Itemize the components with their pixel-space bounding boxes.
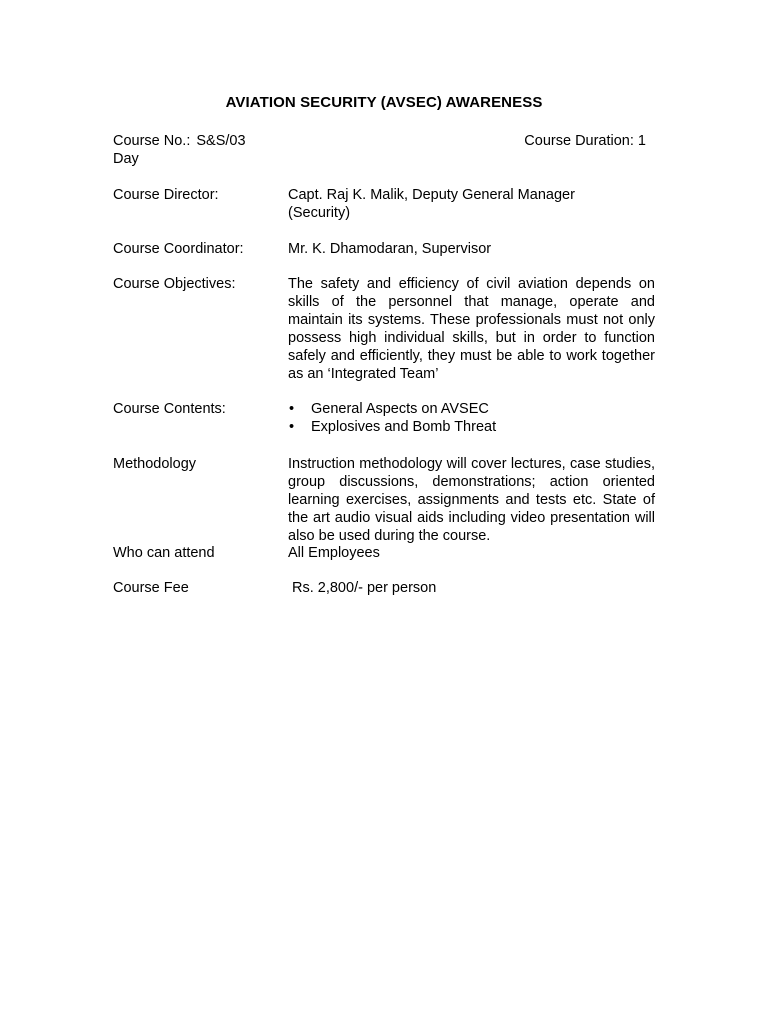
course-duration-continued: Day: [113, 151, 139, 167]
methodology-label: Methodology: [113, 456, 197, 472]
who-can-attend-label: Who can attend: [113, 545, 215, 561]
content-item-text: Explosives and Bomb Threat: [311, 419, 497, 435]
page-title: AVIATION SECURITY (AVSEC) AWARENESS: [225, 94, 543, 111]
course-fee-label: Course Fee: [113, 580, 189, 596]
course-objectives-value: The safety and efficiency of civil aviation depends on skills of the personnel that manage, operate and maintain its systems. These professionals must not only possess high individual skills, but in order to function safely and efficiently, they must be able to work together as an ‘Integrated Team’: [288, 276, 655, 382]
course-contents-label: Course Contents:: [113, 401, 226, 417]
content-item-text: General Aspects on AVSEC: [311, 401, 489, 417]
course-number-row: [113, 132, 646, 167]
course-coordinator-value: Mr. K. Dhamodaran, Supervisor: [288, 241, 492, 257]
course-objectives-label: Course Objectives:: [113, 276, 236, 292]
course-contents-list: [288, 400, 655, 436]
bullet-icon: •: [289, 419, 295, 435]
course-coordinator-label: Course Coordinator:: [113, 241, 244, 257]
who-can-attend-value: All Employees: [288, 545, 380, 561]
course-fee-value: Rs. 2,800/- per person: [292, 580, 437, 596]
course-director-label: Course Director:: [113, 187, 219, 203]
course-no-value: S&S/03: [196, 133, 246, 149]
methodology-value: Instruction methodology will cover lectures, case studies, group discussions, demonstrations; action oriented learning exercises, assignments and tests etc. State of the art audio visual aids including video presentation will also be used during the course.: [288, 456, 655, 544]
bullet-icon: •: [289, 401, 295, 417]
list-item: [288, 418, 655, 436]
course-no-label: Course No.:: [113, 133, 191, 149]
list-item: [288, 400, 655, 418]
course-director-value: Capt. Raj K. Malik, Deputy General Manager (Security): [288, 187, 575, 221]
course-duration-label: Course Duration: 1: [524, 133, 646, 149]
